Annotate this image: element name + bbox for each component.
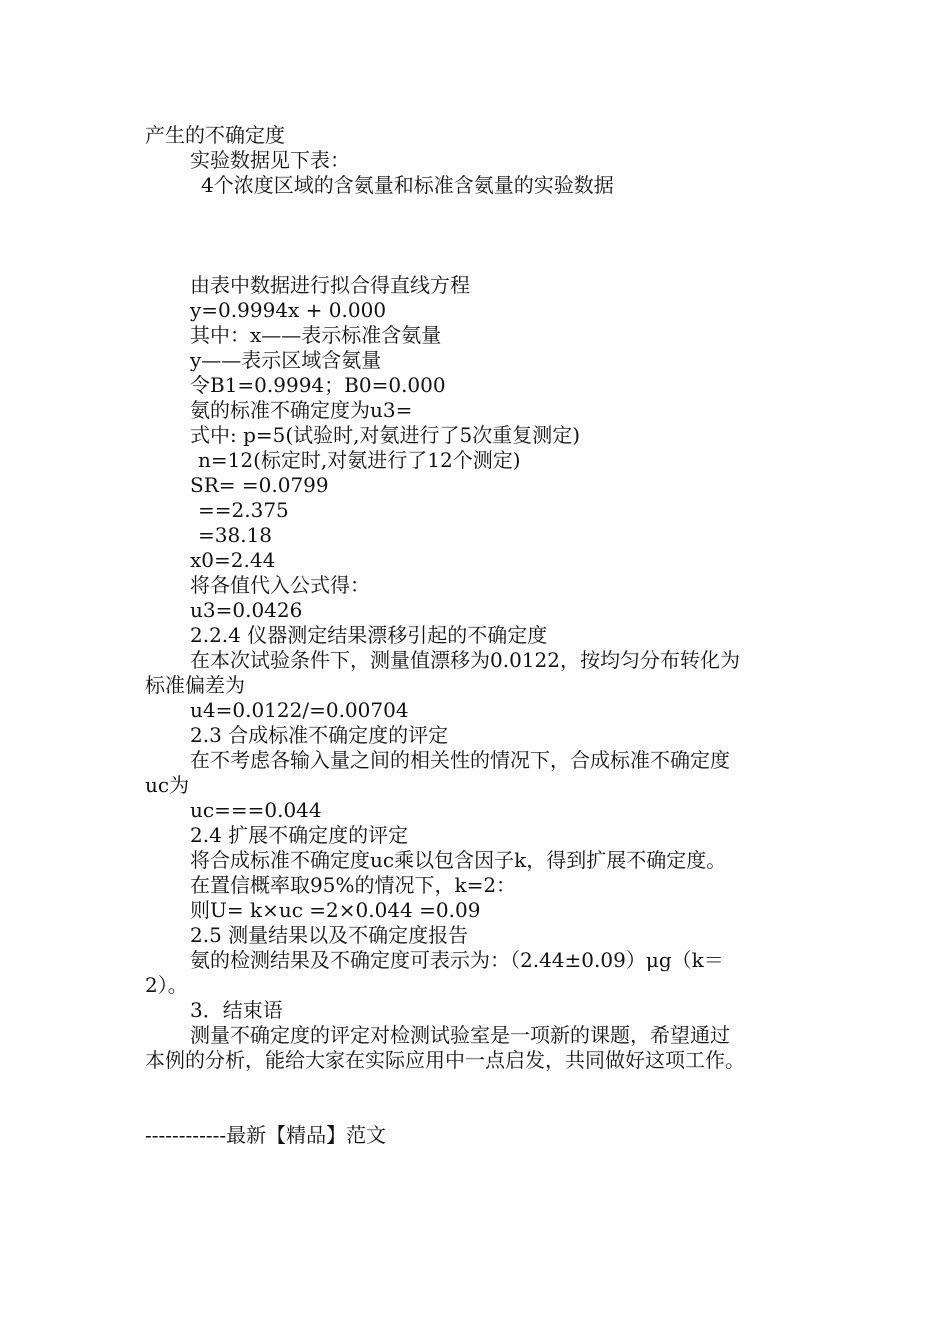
equation-line: =38.18: [198, 523, 273, 547]
equation-line: 则U= k×uc =2×0.044 =0.09: [190, 898, 481, 922]
text-line: y——表示区域含氨量: [190, 348, 382, 372]
text-line: 其中：x——表示标准含氨量: [190, 323, 442, 347]
text-line: 在不考虑各输入量之间的相关性的情况下，合成标准不确定度: [190, 748, 730, 772]
equation-line: x0=2.44: [190, 548, 276, 572]
text-line: 氨的标准不确定度为u3=: [190, 398, 413, 422]
text-line: 式中: p=5(试验时,对氨进行了5次重复测定): [190, 423, 581, 447]
text-line: 在本次试验条件下，测量值漂移为0.0122，按均匀分布转化为: [190, 648, 740, 672]
text-line: 标准偏差为: [145, 673, 245, 697]
text-line: 产生的不确定度: [145, 123, 285, 147]
section-heading: 3．结束语: [190, 998, 283, 1022]
equation-line: u4=0.0122/=0.00704: [190, 698, 409, 722]
equation-line: SR= =0.0799: [190, 473, 329, 497]
text-line: 氨的检测结果及不确定度可表示为：（2.44±0.09）μg（k＝: [190, 948, 724, 972]
text-line: 将合成标准不确定度uc乘以包含因子k，得到扩展不确定度。: [190, 848, 727, 872]
equation-line: uc===0.044: [190, 798, 322, 822]
footer-line: ------------最新【精品】范文: [145, 1123, 387, 1147]
text-line: 令B1=0.9994；B0=0.000: [190, 373, 446, 397]
text-line: 测量不确定度的评定对检测试验室是一项新的课题，希望通过: [190, 1023, 730, 1047]
section-heading: 2.4 扩展不确定度的评定: [190, 823, 409, 847]
section-heading: 2.2.4 仪器测定结果漂移引起的不确定度: [190, 623, 548, 647]
text-line: 由表中数据进行拟合得直线方程: [190, 273, 470, 297]
text-line: 本例的分析，能给大家在实际应用中一点启发，共同做好这项工作。: [145, 1048, 745, 1072]
text-line: 2）。: [145, 973, 188, 997]
equation-line: y=0.9994x + 0.000: [190, 298, 387, 322]
text-line: 实验数据见下表：: [190, 148, 350, 172]
text-line: 将各值代入公式得：: [190, 573, 370, 597]
text-line: n=12(标定时,对氨进行了12个测定): [198, 448, 521, 472]
text-line: uc为: [145, 773, 190, 797]
text-line: 在置信概率取95%的情况下，k=2：: [190, 873, 517, 897]
section-heading: 2.5 测量结果以及不确定度报告: [190, 923, 469, 947]
equation-line: ==2.375: [198, 498, 289, 522]
table-caption: 4个浓度区域的含氨量和标准含氨量的实验数据: [201, 173, 614, 197]
equation-line: u3=0.0426: [190, 598, 303, 622]
section-heading: 2.3 合成标准不确定度的评定: [190, 723, 449, 747]
